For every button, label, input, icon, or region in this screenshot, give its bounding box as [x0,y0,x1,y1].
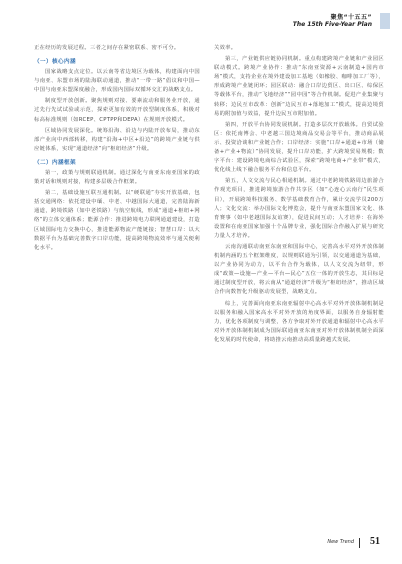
body-paragraph: 第四，开放平台协同发展机制。打造多层次开放载体。自贸试验区：依托南博会、中老越三国边境商品交易会等平台，推动商品展示、投资洽谈和产业链合作；口岸经济：实施“口岸+通道+市场（储备+产业+物流）”协同发展，提升口岸功能，扩大跨境贸易规模；数字平台：建设跨境电商综合试验区，探索“跨境电商+产业带”模式，优化线上线下融合服务平台和信息平台。 [214,121,384,174]
body-paragraph: 第二，基础设施互联互通机制。以“硬联通”夯实开放基础，包括交通网络：依托建设中缅、中老、中越国际大通道，完善陆海新通道，跨境铁路（如中老铁路）与航空航线，形成“通道+枢纽+网络”的立体交通体系；能源合作：推进跨境电力联网通道建设，打造区域国际电力交换中心，推进能源物流产能链接；智慧口岸：以大数据平台为基础完善数字口岸功能，提高跨境物流效率与通关便利化水平。 [34,190,200,251]
body-paragraph: 区域协同发展深化。统筹沿海、沿边与内陆开放布局，推动东部产业向中西部转移，构建“沿海+中区+沿边”的跨境产业链与供应链体系，实现“通道经济”向“枢纽经济”升级。 [34,127,200,152]
section-heading: （二）内涵框架 [34,159,76,166]
header-accent-bar [380,13,390,29]
left-text-column [34,44,200,255]
body-paragraph: 第三，产业链供应链协同机制。重点构建跨境产业链和产业园区联动模式。跨境产业协作：推动“东南亚资源+云南制造+国内市场”模式，支持企业在境外建设加工基地（如橡胶、咖啡加工厂等），形成跨境产业链闭环；园区联动：融合口岸边贸区、出口区、综保区等载体平台，推动“飞地经济”“园中园”等合作机制。促进产业集聚与转移；边民互市改革：创新“边民互市+落地加工”模式，提高边境贸易的附加值与效益，提升边民互市附加值。 [214,56,384,117]
section-heading: （一）核心内涵 [34,59,76,66]
page-number: 51 [370,536,380,547]
body-paragraph: 制度型开放创新。聚焦规则对接、要素流动和服务业开放，通过先行先试试验或示范，探索更加有效的开放型制度体系，积极对标高标准规则（如RCEP、CPTPP和DEPA）在规则开放模式。 [34,98,200,123]
right-text-column [214,44,384,347]
body-paragraph: 综上，完善面向南亚东南亚辐射中心高水平对外开放体制机制是以服务和融入国家高水平对外开放的角度界面，以服务自身辐射能力，优化各项制度与调整，各方争取对外开放通道和辐射中心高水平对外开放体制机制成为国际联通南亚东南亚对外开放体制机制全面深化发展的时代使命，将助推云南推动高质量跨越式发展。 [214,300,384,343]
footer-divider [359,538,360,548]
body-paragraph: 云南沟通联动南亚东南亚和国际中心，完善高水平对外开放体制机制内涵的五个框架维度，以规则联通为引领，以交通通道为基础，以产业协同为动力，以平台合作为载体，以人文交流为纽带，形成“政策—设施—产业—平台—民心”五位一体的开放生态，其目标是通过制度型开放，将云南从“通道经济”升级为“枢纽经济”，推动区域合作向数智化升级驱动发展型，战略支点。 [214,243,384,296]
body-paragraph: 国家战略支点定位。以云南等省边境区为载体，构建面向中国与南亚、东盟市场的陆海联动通道，推动“一带一路”倡议和中国—中国与南亚东盟深度融合，形成国内国际双循环交汇的战略支点。 [34,69,200,94]
body-paragraph: 第一，政策与规则联通机制。通过深化与南亚东南亚国家的政策对话和规则对接，构建多层级合作框架。 [34,169,200,186]
body-paragraph: 关效率。 [214,45,237,51]
header-column-subtitle: The 15th Five-Year Plan [292,21,372,28]
page-header [0,10,402,32]
body-paragraph: 第五，人文交流与民心相通机制。通过中老跨境铁路周边旅游合作观光项目，推进跨境旅游合作共享区（如“心连心云南行”民生项目），开展跨境科技服务、数学基础教育合作，累计交流学员200万人；文化交流：举办国际文化博览会，提升与南亚东盟国家文化、体育赛事（如中老越国际友谊赛），促进民间互动；人才培养：在海外设置和在南亚国家加强十个品牌专业，强化国际合作融入扩展与研究力量人才培养。 [214,178,384,239]
footer-magazine-name: New Trend [327,539,354,545]
header-column-title: 聚焦“十五五” [330,14,372,21]
body-paragraph: 正在经历的发展过程。三者之间存在紧密联系、密不可分。 [34,45,180,51]
